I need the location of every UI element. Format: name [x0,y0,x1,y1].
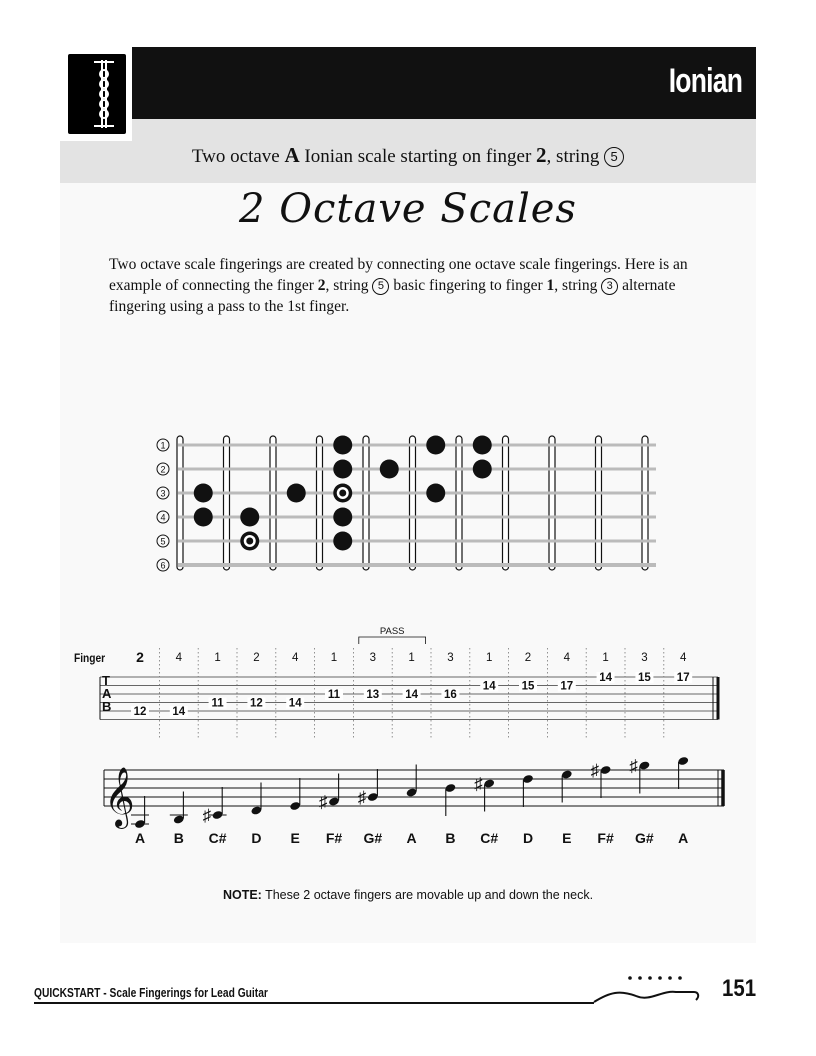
note-name: G# [635,830,654,846]
note-name: C# [208,830,227,846]
fret-number: 15 [521,680,535,693]
note-name: A [406,830,417,846]
tab-letter: B [102,699,112,714]
fret-wire [224,436,230,570]
scale-subtitle: Two octave A Ionian scale starting on finger 2, string 5 [60,143,756,168]
fret-wire [642,436,648,570]
note-name: E [562,830,572,846]
finger-dot [426,436,445,455]
finger-number: 1 [408,652,415,664]
page-title: Ionian [668,62,742,100]
string-number-label: 2 [160,464,166,475]
finger-number: 2 [524,652,532,664]
finger-number: 4 [563,652,571,664]
fret-wire [363,436,369,570]
sharp-sign: ♯ [629,756,638,776]
notation-staff [90,740,740,855]
fret-number: 14 [482,680,496,693]
root-note-center [246,538,253,545]
finger-number: 3 [369,652,377,664]
fret-wire [596,436,602,570]
finger-number: 2 [253,652,260,664]
string-number-label: 6 [160,560,166,571]
finger-label: Finger [74,652,106,666]
sharp-sign: ♯ [590,761,600,780]
tab-letter: A [102,686,112,701]
fret-number: 17 [676,672,690,684]
fretboard-diagram [150,432,670,582]
finger-dot [333,436,352,455]
finger-dot [426,484,445,503]
finger-dot [473,460,492,479]
finger-number: 3 [447,652,454,664]
note-name: A [134,830,146,846]
root-note-center [339,490,346,497]
fret-number: 16 [444,689,457,701]
guitar-neck-icon [590,970,710,1010]
finger-number: 4 [679,652,687,664]
fret-wire [456,436,462,570]
finger-number: 4 [291,652,299,664]
footer-book-title: QUICKSTART - Scale Fingerings for Lead Guitar [34,986,268,1000]
pass-label: PASS [379,626,405,637]
footer-rule [34,1002,594,1004]
finger-number: 1 [485,652,493,664]
finger-number-start: 2 [136,649,144,665]
treble-clef: 𝄞 [104,768,135,826]
finger-number: 1 [602,652,609,664]
tab-letter: T [102,673,110,688]
string-number-badge: 3 [601,278,618,295]
string-number-label: 5 [160,536,166,547]
finger-dot [194,484,213,503]
fret-wire [549,436,555,570]
note-text: NOTE: These 2 octave fingers are movable up and down the neck. [222,888,594,902]
string-number-label: 3 [160,488,166,499]
sharp-sign: ♯ [357,788,367,807]
note-name: G# [363,830,383,846]
finger-dot [240,508,259,527]
intro-paragraph: Two octave scale fingerings are created by connecting one octave scale fingerings. Here is an example of connecting the finger 2, string 5 basic fingering to finger 1, string 3 alternate fingering using a pass to the 1st finger. [109,256,688,315]
string-number-badge: 5 [604,147,624,167]
finger-dot [194,508,213,527]
header-bar [60,47,756,119]
sharp-sign: ♯ [474,774,483,794]
fret-number: 14 [405,689,418,701]
string-number-badge: 5 [372,278,389,295]
finger-number: 1 [214,652,221,664]
pass-bracket [359,637,426,644]
note-name: D [251,830,262,846]
sharp-sign: ♯ [202,806,212,825]
finger-number: 3 [641,652,648,664]
fret-number: 13 [366,689,380,701]
fret-number: 12 [133,706,147,718]
fret-number: 14 [172,706,186,718]
note-name: C# [480,830,499,846]
note-name: A [678,830,689,846]
fret-number: 15 [638,672,651,684]
note-name: B [445,830,456,846]
note-name: E [290,830,300,846]
finger-dot [333,508,352,527]
note-name: F# [325,830,343,846]
tab-staff [60,620,756,750]
fret-number: 14 [288,697,302,710]
finger-number: 1 [330,652,338,664]
chapter-tab-icon [68,54,126,134]
finger-number: 4 [175,652,183,664]
note-name: D [522,830,534,846]
string-number-label: 1 [160,440,166,451]
fret-number: 11 [211,697,224,710]
fret-wire [270,436,276,570]
finger-dot [473,436,492,455]
fret-wire [410,436,416,570]
section-title: 2 Octave Scales [239,186,577,232]
fret-number: 17 [560,680,574,693]
finger-dot [287,484,306,503]
fret-wire [177,436,183,570]
fret-wire [503,436,509,570]
finger-dot [333,460,352,479]
fret-number: 12 [250,697,263,710]
finger-dot [380,460,399,479]
finger-dot [333,532,352,551]
sharp-sign: ♯ [319,792,328,812]
note-name: F# [597,830,614,846]
string-number-label: 4 [160,512,166,523]
fret-wire [317,436,323,570]
fret-number: 14 [599,672,612,684]
fret-number: 11 [327,689,341,701]
page-number: 151 [722,975,757,1002]
note-name: B [173,830,184,846]
